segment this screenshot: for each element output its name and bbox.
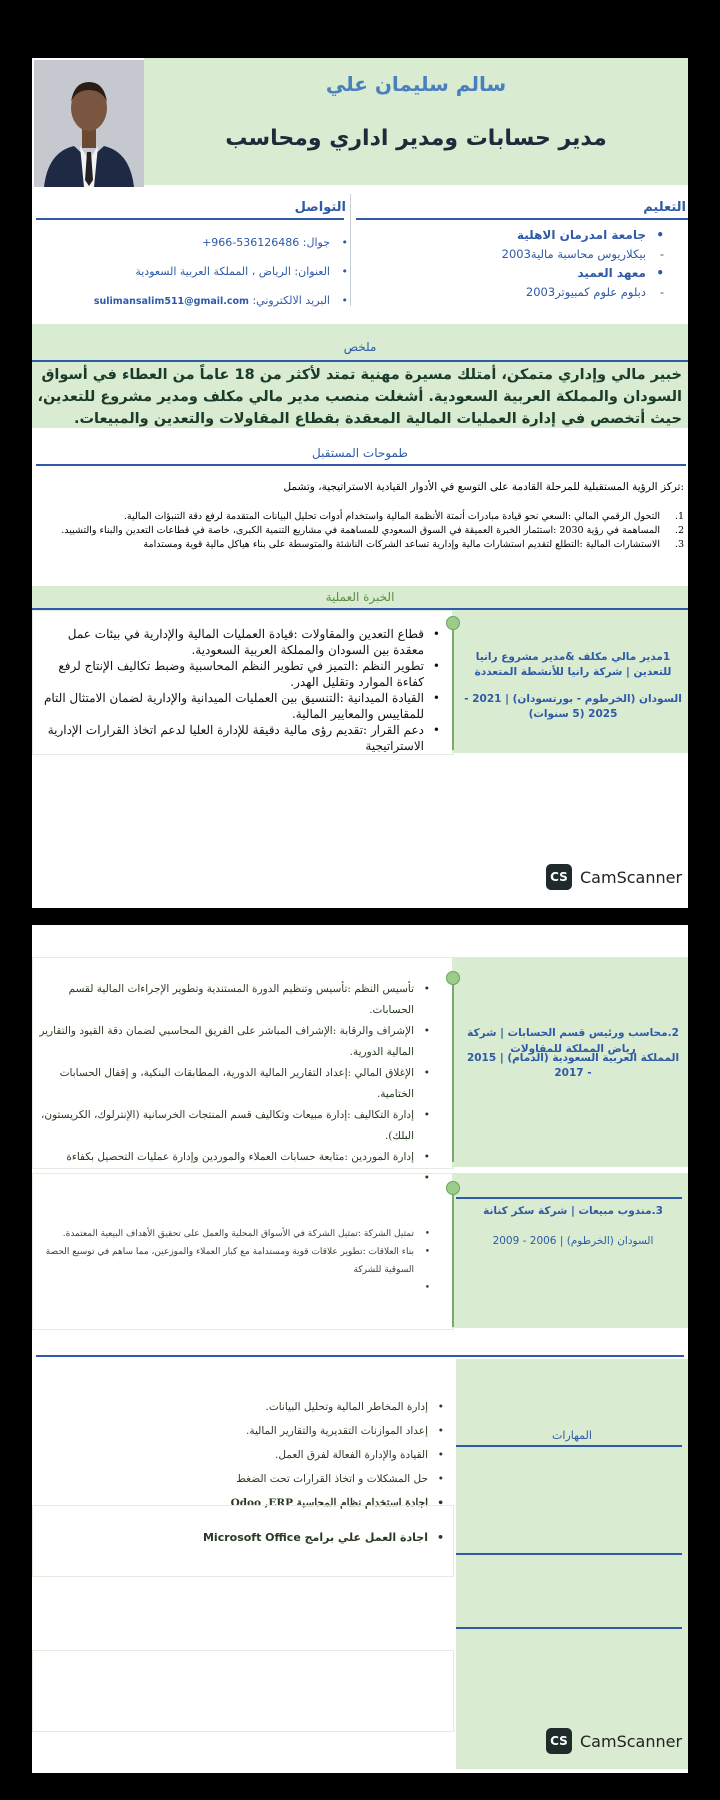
job-bullet: • دعم القرار :تقديم رؤى مالية دقيقة للإدارة العليا لدعم اتخاذ القرارات الإدارية الاستراتيجية xyxy=(36,722,442,754)
contact-divider xyxy=(36,218,344,220)
job-2-bullets xyxy=(36,979,432,1189)
skills-heading: المهارات xyxy=(552,1429,592,1442)
job-3-bullets xyxy=(36,1225,432,1297)
job-bullet: • تطوير النظم :التميز في تطوير النظم المحاسبية وضبط تكاليف الإنتاج لرفع كفاءة الموارد وتقليل الهدر. xyxy=(36,658,442,690)
skill-item: • اجادة استخدام نظام المحاسبة Odoo ,ERP xyxy=(36,1491,446,1515)
timeline-dot-3 xyxy=(446,1181,460,1195)
aspirations-intro: :تركز الرؤية المستقبلية للمرحلة القادمة على التوسع في الأدوار القيادية الاستراتيجية، وتشمل xyxy=(283,481,684,493)
job-bullet: • بناء العلاقات :تطوير علاقات قوية ومستدامة مع كبار العملاء والموزعين، مما ساهم في توسيع الحصة السوقية للشركة xyxy=(36,1243,432,1279)
email-address[interactable]: sulimansalim511@gmail.com xyxy=(93,296,249,307)
camscanner-logo-2 xyxy=(546,1728,682,1754)
office-skill-item: • اجادة العمل علي برامج Microsoft Office xyxy=(36,1531,446,1544)
skills-side xyxy=(456,1359,688,1769)
timeline-dot-2 xyxy=(446,971,460,985)
camscanner-brand-2: CamScanner xyxy=(580,1731,683,1751)
skills-divider xyxy=(456,1445,682,1447)
camscanner-logo xyxy=(546,864,682,890)
contact-list xyxy=(48,228,348,316)
timeline-dot xyxy=(446,616,460,630)
person-name: سالم سليمان علي xyxy=(325,72,507,96)
email-label: البريد الالكتروني: xyxy=(252,294,330,307)
profile-photo xyxy=(34,60,144,187)
education-list xyxy=(364,226,664,302)
job-1-side xyxy=(452,610,688,753)
camscanner-icon: CS xyxy=(546,864,572,890)
job-bullet-empty xyxy=(36,1279,432,1297)
job-1-bullets xyxy=(36,626,442,754)
job-3-divider xyxy=(456,1197,682,1199)
job-3-location: السودان (الخرطوم) | 2006 - 2009 xyxy=(492,1235,654,1247)
contact-address: • العنوان: الرياض ، المملكة العربية السعودية xyxy=(48,257,348,286)
aspiration-item xyxy=(38,510,684,524)
summary-heading: ملخص xyxy=(343,340,377,354)
skills-top-line xyxy=(36,1355,684,1357)
aspirations-list xyxy=(38,510,684,552)
skills-divider-3 xyxy=(456,1627,682,1629)
skill-item: • القيادة والإدارة الفعالة لفرق العمل. xyxy=(36,1443,446,1467)
education-divider xyxy=(356,218,688,220)
education-item: - بيكلاريوس محاسبة مالية2003 xyxy=(364,245,664,264)
resume-page-2 xyxy=(32,925,688,1773)
aspiration-text: المساهمة في رؤية 2030 :استثمار الخبرة العميقة في السوق السعودي للمساهمة في مشاريع التنمية الكبرى، خاصة في قطاعات التعدين والبناء والتشييد. xyxy=(61,525,660,536)
job-1-location: السودان (الخرطوم - بورتسودان) | 2021 - 2025 (5 سنوات) xyxy=(464,693,682,720)
contact-phone: • جوال: 536126486-966+ xyxy=(48,228,348,257)
job-bullet: • إدارة التكاليف :إدارة مبيعات وتكاليف قسم المنتجات الخرسانية (الإنترلوك، الكريستون، البلك). xyxy=(36,1105,432,1147)
aspiration-number: 2. xyxy=(674,525,684,536)
education-item: • معهد العميد xyxy=(364,264,664,283)
aspiration-item xyxy=(38,538,684,552)
empty-box xyxy=(32,1650,454,1732)
summary-divider xyxy=(32,360,688,362)
aspiration-text: التحول الرقمي المالي :السعي نحو قيادة مبادرات أتمتة الأنظمة المالية واستخدام أدوات تحليل البيانات المتقدمة لرفع دقة التنبؤات المالية. xyxy=(123,511,660,522)
aspiration-text: الاستشارات المالية :التطلع لتقديم استشارات مالية وإدارية تساعد الشركات الناشئة والمتوسطة على بناء هياكل مالية قوية ومستدامة xyxy=(143,539,660,550)
skill-item: • إدارة المخاطر المالية وتحليل البيانات. xyxy=(36,1395,446,1419)
timeline-line-2 xyxy=(452,977,454,1162)
job-bullet: • قطاع التعدين والمقاولات :قيادة العمليات المالية والإدارية في بيئات عمل معقدة بين السودان والمملكة العربية السعودية. xyxy=(36,626,442,658)
skill-item: • إعداد الموازنات التقديرية والتقارير المالية. xyxy=(36,1419,446,1443)
experience-heading: الخبرة العملية xyxy=(325,590,395,604)
skills-divider-2 xyxy=(456,1553,682,1555)
job-bullet: • إدارة الموردين :متابعة حسابات العملاء والموردين وإدارة عمليات التحصيل بكفاءة xyxy=(36,1147,432,1168)
education-item: - دبلوم علوم كمبيوتر2003 xyxy=(364,283,664,302)
office-skill xyxy=(36,1531,446,1544)
education-heading: التعليم xyxy=(643,200,686,215)
aspiration-item xyxy=(38,524,684,538)
contact-email-row xyxy=(48,286,348,316)
column-divider xyxy=(350,194,351,306)
job-bullet: • تمثيل الشركة :تمثيل الشركة في الأسواق المحلية والعمل على تحقيق الأهداف البيعية المعتمدة. xyxy=(36,1225,432,1243)
aspiration-number: 3. xyxy=(674,539,684,550)
job-bullet: • الإغلاق المالي :إعداد التقارير المالية الدورية، المطابقات البنكية، و إقفال الحسابات الختامية. xyxy=(36,1063,432,1105)
job-bullet: • القيادة الميدانية :التنسيق بين العمليات الميدانية والإدارية لضمان الامتثال التام للمقاييس والمعايير المالية. xyxy=(36,690,442,722)
resume-page-1 xyxy=(32,58,688,908)
job-title: مدير حسابات ومدير اداري ومحاسب xyxy=(225,126,607,151)
skill-item: • حل المشكلات و اتخاذ القرارات تحت الضغط xyxy=(36,1467,446,1491)
job-2-role: 2.محاسب ورئيس قسم الحسابات | شركة رياض المملكة للمقاولات xyxy=(467,1027,679,1055)
aspirations-heading: طموحات المستقبل xyxy=(312,446,408,460)
aspirations-divider xyxy=(36,464,686,466)
job-1-role: 1مدير مالي مكلف &مدير مشروع رانيا للتعدين | شركة رانيا للأنشطة المتعددة xyxy=(474,651,672,678)
camscanner-icon-2: CS xyxy=(546,1728,572,1754)
skills-list xyxy=(36,1395,446,1515)
job-3-role: 3.مندوب مبيعات | شركة سكر كنانة xyxy=(483,1205,663,1217)
contact-heading: التواصل xyxy=(294,200,346,215)
aspiration-number: 1. xyxy=(674,511,684,522)
summary-text: خبير مالي وإداري متمكن، أمتلك مسيرة مهنية تمتد لأكثر من 18 عاماً من العطاء في أسواق السودان والمملكة العربية السعودية. أشغلت منصب مدير مالي مكلف ومدير مشروع للتعدين، حيث أتخصص في إدارة العمليات المالية المعقدة بقطاع المقاولات والتعدين والمبيعات. xyxy=(37,367,682,427)
education-item: • جامعة امدرمان الاهلية xyxy=(364,226,664,245)
timeline-line xyxy=(452,620,454,750)
job-2-location: المملكة العربية السعودية (الدمام) | 2015 - 2017 xyxy=(466,1052,680,1079)
job-bullet: • الإشراف والرقابة :الإشراف المباشر على الفريق المحاسبي لضمان دقة القيود والتقارير المالية الدورية. xyxy=(36,1021,432,1063)
job-bullet: • تأسيس النظم :تأسيس وتنظيم الدورة المستندية وتطوير الإجراءات المالية لقسم الحسابات. xyxy=(36,979,432,1021)
timeline-line-3 xyxy=(452,1187,454,1327)
camscanner-brand: CamScanner xyxy=(580,867,683,887)
